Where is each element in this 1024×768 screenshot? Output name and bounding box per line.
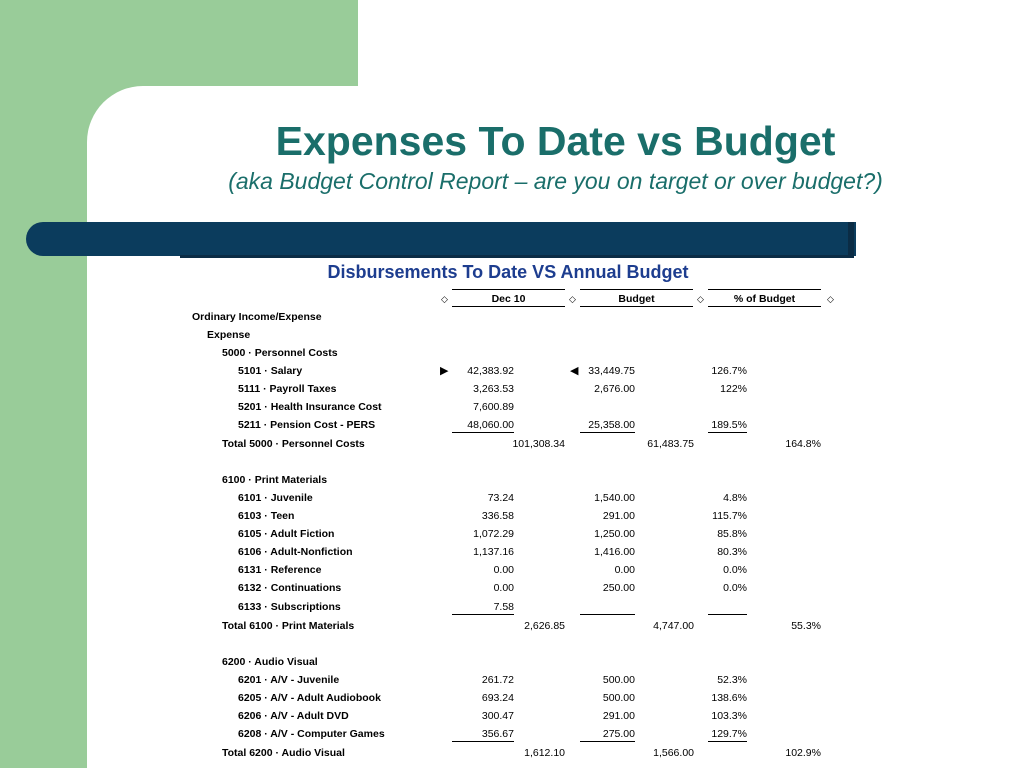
- cell-pct: 0.0%: [723, 582, 747, 594]
- column-separator-diamond: ◇: [827, 294, 834, 304]
- total-actual: 1,612.10: [524, 747, 565, 759]
- slide-subtitle: (aka Budget Control Report – are you on target or over budget?): [228, 168, 883, 194]
- cell-pct: 85.8%: [717, 528, 747, 540]
- row-label: 6208 · A/V - Computer Games: [238, 728, 385, 740]
- cell-budget: 500.00: [602, 674, 635, 686]
- row-label: 5201 · Health Insurance Cost: [238, 401, 382, 413]
- cell-actual: 693.24: [481, 692, 514, 704]
- table-row: [0, 399, 1024, 415]
- row-label: 5101 · Salary: [238, 365, 303, 377]
- header-top-rule: [708, 289, 821, 290]
- cell-budget: 250.00: [602, 582, 635, 594]
- column-header-actual: Dec 10: [452, 293, 565, 307]
- section-row: [0, 309, 1024, 325]
- total-row: [0, 745, 1024, 761]
- row-label: 6131 · Reference: [238, 564, 322, 576]
- column-marker-right-icon: ▶: [440, 365, 449, 377]
- column-separator-diamond: ◇: [569, 294, 576, 304]
- subtotal-rule: [452, 614, 514, 615]
- total-budget: 61,483.75: [647, 438, 694, 450]
- column-header-pct: % of Budget: [708, 293, 821, 307]
- total-row: [0, 618, 1024, 634]
- cell-pct: 80.3%: [717, 546, 747, 558]
- row-label: 5111 · Payroll Taxes: [238, 383, 337, 395]
- row-label: 6101 · Juvenile: [238, 492, 313, 504]
- cell-actual: 3,263.53: [473, 383, 514, 395]
- column-separator-diamond: ◇: [697, 294, 704, 304]
- cell-budget: 1,416.00: [594, 546, 635, 558]
- cell-pct: 4.8%: [723, 492, 747, 504]
- group-heading: 5000 · Personnel Costs: [222, 347, 338, 359]
- table-row: [0, 672, 1024, 688]
- cell-pct: 103.3%: [711, 710, 747, 722]
- cell-budget: 25,358.00: [588, 419, 635, 431]
- row-label: 6206 · A/V - Adult DVD: [238, 710, 349, 722]
- report-title: Disbursements To Date VS Annual Budget: [327, 262, 689, 282]
- table-row: [0, 580, 1024, 596]
- column-header-budget: Budget: [580, 293, 693, 307]
- subtotal-rule: [580, 614, 635, 615]
- total-actual: 2,626.85: [524, 620, 565, 632]
- header-top-rule: [580, 289, 693, 290]
- table-row: [0, 363, 1024, 379]
- row-label: 6106 · Adult-Nonfiction: [238, 546, 353, 558]
- table-row: [0, 599, 1024, 615]
- cell-actual: 0.00: [493, 582, 514, 594]
- cell-budget: 500.00: [602, 692, 635, 704]
- group-heading-row: [0, 654, 1024, 670]
- total-budget: 4,747.00: [653, 620, 694, 632]
- cell-pct: 189.5%: [711, 419, 747, 431]
- total-actual: 101,308.34: [512, 438, 565, 450]
- cell-actual: 0.00: [493, 564, 514, 576]
- group-heading-row: [0, 472, 1024, 488]
- cell-pct: 0.0%: [723, 564, 747, 576]
- subtotal-rule: [452, 741, 514, 742]
- total-label: Total 5000 · Personnel Costs: [222, 438, 365, 450]
- total-label: Total 6200 · Audio Visual: [222, 747, 345, 759]
- cell-actual: 300.47: [481, 710, 514, 722]
- table-row: [0, 490, 1024, 506]
- cell-pct: 115.7%: [712, 510, 747, 522]
- cell-actual: 1,072.29: [473, 528, 514, 540]
- header-top-rule: [452, 289, 565, 290]
- cell-actual: 356.67: [481, 728, 514, 740]
- cell-actual: 73.24: [487, 492, 514, 504]
- total-budget: 1,566.00: [653, 747, 694, 759]
- table-row: [0, 526, 1024, 542]
- row-label: 6105 · Adult Fiction: [238, 528, 335, 540]
- subtotal-rule: [708, 741, 747, 742]
- table-row: [0, 562, 1024, 578]
- table-row: [0, 381, 1024, 397]
- cell-actual: 7.58: [493, 601, 514, 613]
- total-pct: 102.9%: [785, 747, 821, 759]
- table-row: [0, 708, 1024, 724]
- total-pct: 55.3%: [791, 620, 821, 632]
- table-row: [0, 544, 1024, 560]
- row-label: 6103 · Teen: [238, 510, 295, 522]
- table-row: [0, 417, 1024, 433]
- cell-budget: 1,250.00: [594, 528, 635, 540]
- cell-budget: 33,449.75: [588, 365, 635, 377]
- cell-actual: 7,600.89: [473, 401, 514, 413]
- group-heading: 6100 · Print Materials: [222, 474, 328, 486]
- cell-pct: 129.7%: [711, 728, 747, 740]
- cell-pct: 126.7%: [711, 365, 747, 377]
- cell-budget: 1,540.00: [594, 492, 635, 504]
- cell-actual: 42,383.92: [467, 365, 514, 377]
- group-heading: 6200 · Audio Visual: [222, 656, 318, 668]
- total-row: [0, 436, 1024, 452]
- section-label: Expense: [207, 329, 251, 341]
- cell-budget: 0.00: [614, 564, 635, 576]
- subtotal-rule: [708, 432, 747, 433]
- section-label: Ordinary Income/Expense: [192, 311, 322, 323]
- section-row: [0, 327, 1024, 343]
- group-heading-row: [0, 345, 1024, 361]
- slide-title: Expenses To Date vs Budget: [275, 118, 836, 164]
- column-marker-left-icon: ◀: [570, 365, 579, 377]
- cell-actual: 336.58: [481, 510, 514, 522]
- table-row: [0, 690, 1024, 706]
- subtotal-rule: [580, 741, 635, 742]
- row-label: 6201 · A/V - Juvenile: [238, 674, 340, 686]
- cell-budget: 275.00: [602, 728, 635, 740]
- cell-pct: 52.3%: [717, 674, 747, 686]
- cell-pct: 122%: [720, 383, 747, 395]
- total-label: Total 6100 · Print Materials: [222, 620, 355, 632]
- cell-budget: 291.00: [602, 510, 635, 522]
- row-label: 6205 · A/V - Adult Audiobook: [238, 692, 381, 704]
- cell-actual: 48,060.00: [467, 419, 514, 431]
- cell-budget: 2,676.00: [594, 383, 635, 395]
- subtotal-rule: [580, 432, 635, 433]
- subtotal-rule: [452, 432, 514, 433]
- table-row: [0, 508, 1024, 524]
- cell-pct: 138.6%: [711, 692, 747, 704]
- cell-budget: 291.00: [602, 710, 635, 722]
- row-label: 6133 · Subscriptions: [238, 601, 341, 613]
- subtotal-rule: [708, 614, 747, 615]
- row-label: 5211 · Pension Cost - PERS: [238, 419, 376, 431]
- cell-actual: 1,137.16: [473, 546, 514, 558]
- cell-actual: 261.72: [481, 674, 514, 686]
- table-row: [0, 726, 1024, 742]
- total-pct: 164.8%: [785, 438, 821, 450]
- row-label: 6132 · Continuations: [238, 582, 342, 594]
- column-separator-diamond: ◇: [441, 294, 448, 304]
